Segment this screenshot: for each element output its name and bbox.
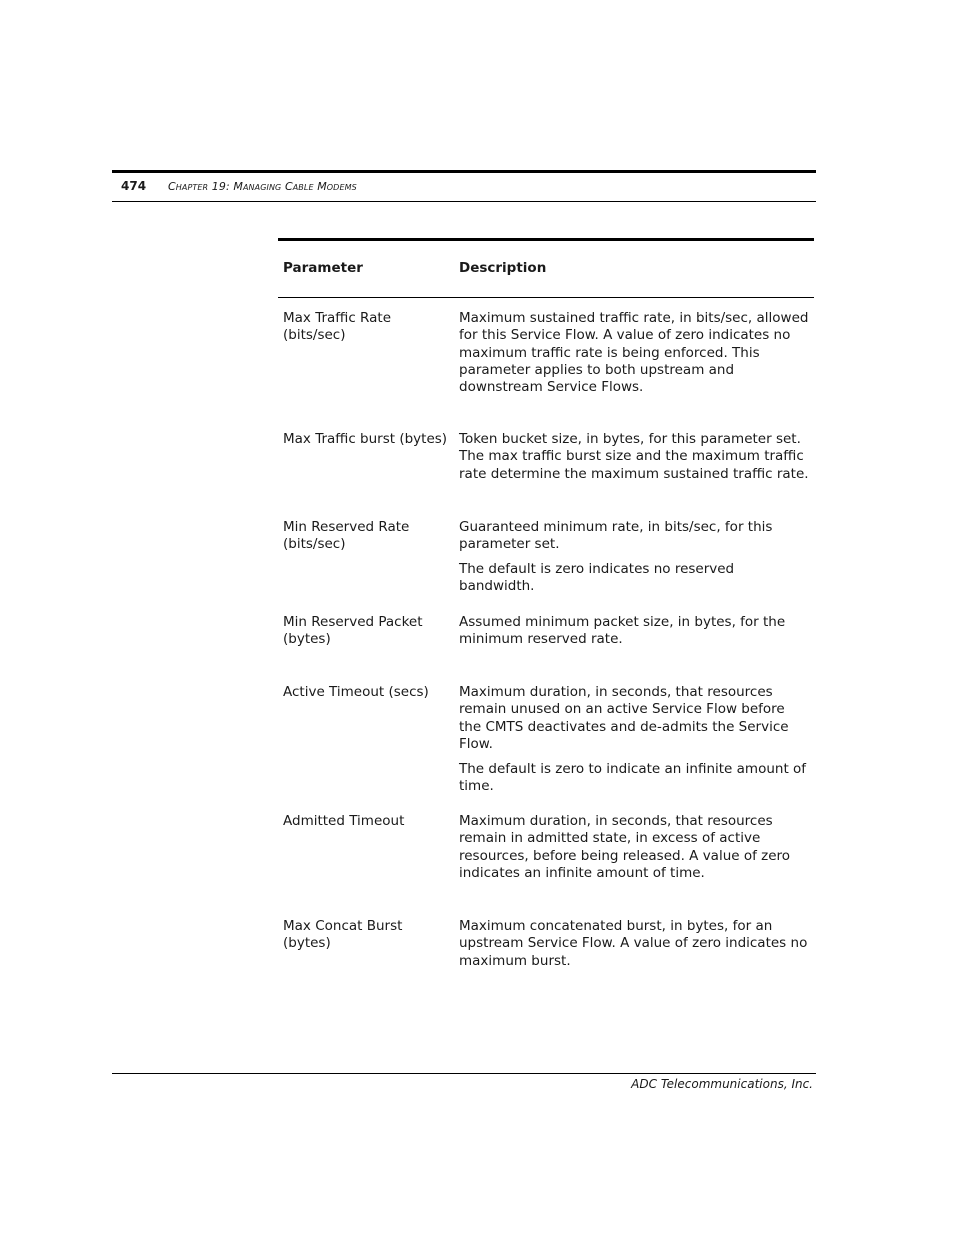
- column-header-parameter: Parameter: [283, 260, 363, 276]
- header-rule-bottom: [112, 201, 816, 202]
- parameter-cell: Min Reserved Packet (bytes): [283, 614, 423, 648]
- header-rule-top: [112, 170, 816, 173]
- description-text: Maximum concatenated burst, in bytes, for an upstream Service Flow. A value of zero indicates no maximum burst.: [459, 918, 808, 969]
- table-header-row: [278, 241, 814, 298]
- description-text: Maximum duration, in seconds, that resources remain unused on an active Service Flow before the CMTS deactivates and de-admits the Service Flow.: [459, 684, 789, 752]
- parameter-cell: Min Reserved Rate (bits/sec): [283, 519, 410, 553]
- parameter-cell: Admitted Timeout: [283, 813, 405, 829]
- description-text: The default is zero indicates no reserved bandwidth.: [459, 561, 735, 595]
- description-cell: [459, 310, 811, 396]
- running-head: Chapter 19: Managing Cable Modems: [168, 180, 357, 193]
- parameter-cell: Max Traffic burst (bytes): [283, 431, 448, 447]
- description-text: Guaranteed minimum rate, in bits/sec, for this parameter set.: [459, 519, 773, 553]
- footer-company: ADC Telecommunications, Inc.: [631, 1077, 813, 1091]
- description-cell: [459, 431, 811, 483]
- description-text: Maximum duration, in seconds, that resources remain in admitted state, in excess of active resources, before being released. A value of zero indicates an infinite amount of time.: [459, 813, 791, 881]
- description-text: Token bucket size, in bytes, for this parameter set. The max traffic burst size and the maximum traffic rate determine the maximum sustained traffic rate.: [459, 431, 809, 482]
- parameter-cell: Max Concat Burst (bytes): [283, 918, 403, 952]
- description-cell: [459, 614, 811, 649]
- description-cell: [459, 519, 811, 596]
- page-number: 474: [121, 179, 147, 193]
- description-text: Maximum sustained traffic rate, in bits/sec, allowed for this Service Flow. A value of zero indicates no maximum traffic rate is being enforced. This parameter applies to both upstream and downstream Service Flows.: [459, 310, 809, 396]
- parameter-cell: Max Traffic Rate (bits/sec): [283, 310, 392, 344]
- description-cell: [459, 684, 811, 795]
- footer-rule: [112, 1073, 816, 1074]
- description-cell: [459, 813, 811, 882]
- description-text: Assumed minimum packet size, in bytes, for the minimum reserved rate.: [459, 614, 786, 648]
- description-text: The default is zero to indicate an infinite amount of time.: [459, 760, 807, 794]
- column-header-description: Description: [459, 260, 547, 276]
- parameter-cell: Active Timeout (secs): [283, 684, 429, 700]
- parameter-table: [278, 238, 814, 969]
- description-cell: [459, 918, 811, 970]
